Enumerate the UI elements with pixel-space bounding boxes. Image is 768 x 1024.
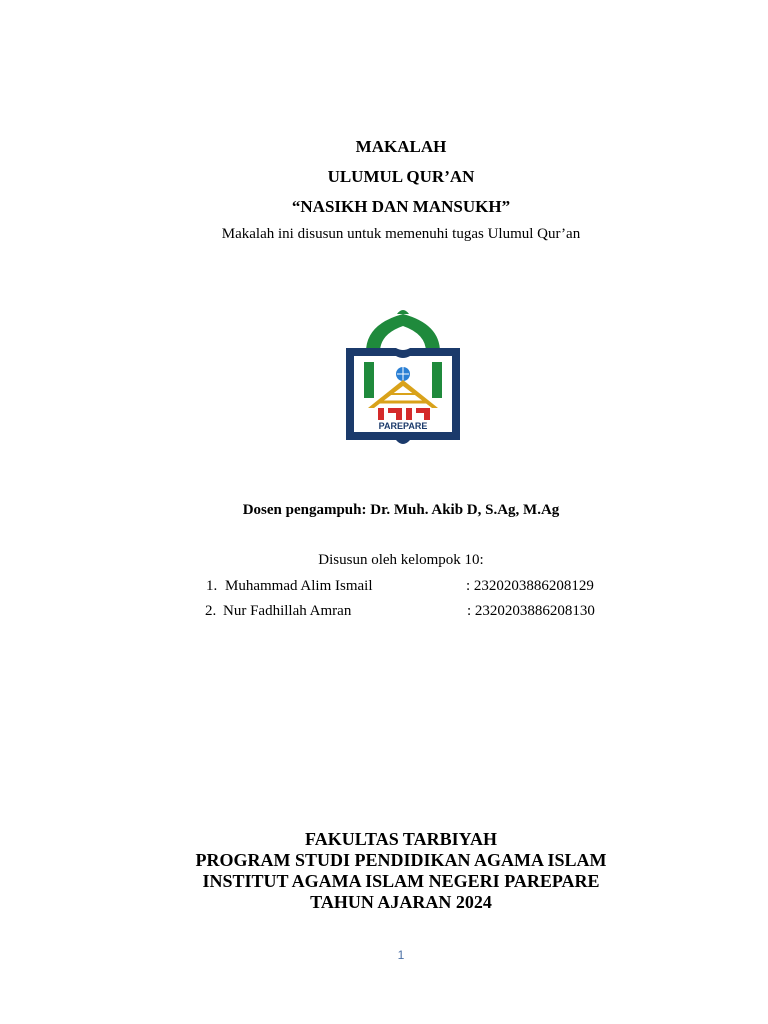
svg-text:PAREPARE: PAREPARE: [378, 421, 428, 431]
member-number: 1.: [206, 578, 218, 594]
list-item: [206, 578, 606, 598]
lecturer-line: Dosen pengampuh: Dr. Muh. Akib D, S.Ag, M.Ag: [242, 502, 560, 518]
study-program-name: PROGRAM STUDI PENDIDIKAN AGAMA ISLAM: [195, 850, 607, 870]
page-number: 1: [397, 948, 405, 962]
course-title: ULUMUL QUR’AN: [327, 167, 475, 186]
member-name: Nur Fadhillah Amran: [223, 603, 352, 619]
paper-topic-title: “NASIKH DAN MANSUKH”: [291, 197, 511, 216]
faculty-name: FAKULTAS TARBIYAH: [305, 829, 497, 849]
member-number: 2.: [205, 603, 217, 619]
academic-year: TAHUN AJARAN 2024: [310, 892, 492, 912]
member-name: Muhammad Alim Ismail: [225, 578, 373, 594]
iain-parepare-logo-icon: [340, 304, 466, 454]
paper-subtitle: Makalah ini disusun untuk memenuhi tugas Ulumul Qur’an: [221, 226, 581, 242]
member-id: : 2320203886208130: [467, 603, 595, 619]
institute-name: INSTITUT AGAMA ISLAM NEGERI PAREPARE: [202, 871, 600, 891]
group-heading: Disusun oleh kelompok 10:: [318, 552, 484, 568]
member-id: : 2320203886208129: [466, 578, 594, 594]
list-item: [205, 603, 605, 623]
doc-type-title: MAKALAH: [355, 137, 447, 156]
